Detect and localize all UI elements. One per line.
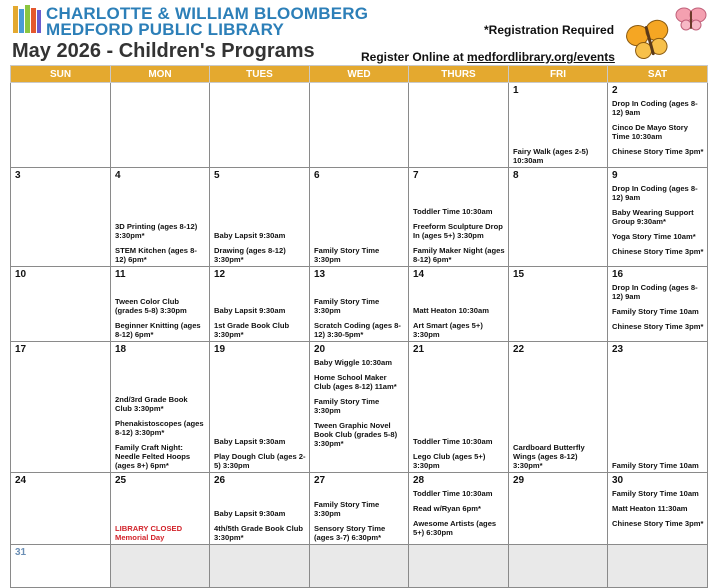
calendar-day-cell <box>509 168 608 267</box>
calendar-day-cell <box>608 342 708 473</box>
day-events <box>513 443 604 470</box>
calendar-day-cell <box>509 83 608 168</box>
day-events <box>513 147 604 165</box>
day-events <box>314 297 405 339</box>
day-events <box>214 509 306 542</box>
calendar-day-cell <box>409 473 509 545</box>
day-number: 23 <box>612 344 624 355</box>
program-event: Art Smart (ages 5+) 3:30pm <box>413 321 483 339</box>
program-event: Freeform Sculpture Drop In (ages 5+) 3:30pm <box>413 222 503 240</box>
program-event: Fairy Walk (ages 2-5) 10:30am <box>513 147 589 165</box>
calendar-week-row <box>11 267 708 342</box>
register-online-prefix: Register Online at <box>361 50 464 64</box>
calendar-day-cell <box>509 267 608 342</box>
day-events <box>612 489 704 528</box>
day-events <box>115 524 206 542</box>
program-event: Family Story Time 3:30pm <box>314 246 380 264</box>
calendar-day-cell <box>11 168 111 267</box>
program-event: STEM Kitchen (ages 8-12) 6pm* <box>115 246 197 264</box>
day-number: 26 <box>214 475 226 486</box>
day-events <box>413 306 505 339</box>
day-number: 4 <box>115 170 121 181</box>
calendar-day-cell <box>608 267 708 342</box>
program-event: Matt Heaton 11:30am <box>612 504 688 513</box>
program-event: 3D Printing (ages 8-12) 3:30pm* <box>115 222 198 240</box>
day-events <box>115 395 206 470</box>
calendar-week-row <box>11 473 708 545</box>
program-event: Baby Lapsit 9:30am <box>214 509 286 518</box>
library-closed-notice: LIBRARY CLOSED Memorial Day <box>115 524 183 542</box>
program-event: Sensory Story Time (ages 3-7) 6:30pm* <box>314 524 386 542</box>
day-number: 16 <box>612 269 624 280</box>
program-event: Yoga Story Time 10am* <box>612 232 696 241</box>
day-number: 22 <box>513 344 525 355</box>
weekday-header: WED <box>310 66 409 83</box>
calendar-empty-cell <box>409 83 509 168</box>
program-event: Family Story Time 3:30pm <box>314 297 380 315</box>
program-event: Home School Maker Club (ages 8-12) 11am* <box>314 373 397 391</box>
program-event: Drop In Coding (ages 8-12) 9am <box>612 283 698 301</box>
program-event: Family Story Time 3:30pm <box>314 397 380 415</box>
calendar-day-cell <box>509 342 608 473</box>
program-event: Tween Color Club (grades 5-8) 3:30pm <box>115 297 187 315</box>
program-event: Play Dough Club (ages 2-5) 3:30pm <box>214 452 306 470</box>
program-event: Toddler Time 10:30am <box>413 489 493 498</box>
calendar-day-cell <box>409 168 509 267</box>
program-event: Drop In Coding (ages 8-12) 9am <box>612 99 698 117</box>
program-event: 2nd/3rd Grade Book Club 3:30pm* <box>115 395 188 413</box>
program-event: Cardboard Butterfly Wings (ages 8-12) 3:30pm* <box>513 443 585 470</box>
weekday-header: TUES <box>210 66 310 83</box>
program-event: Matt Heaton 10:30am <box>413 306 489 315</box>
program-event: Drawing (ages 8-12) 3:30pm* <box>214 246 286 264</box>
calendar-day-cell <box>310 473 409 545</box>
calendar-empty-cell <box>608 545 708 588</box>
program-event: Family Story Time 3:30pm <box>314 500 380 518</box>
program-event: Chinese Story Time 3pm* <box>612 147 704 156</box>
program-event: Chinese Story Time 3pm* <box>612 519 704 528</box>
calendar-week-row <box>11 342 708 473</box>
program-event: Family Story Time 10am <box>612 489 699 498</box>
program-event: Chinese Story Time 3pm* <box>612 247 704 256</box>
day-number: 15 <box>513 269 525 280</box>
day-number: 21 <box>413 344 425 355</box>
day-number: 27 <box>314 475 326 486</box>
day-events <box>214 437 306 470</box>
program-event: Read w/Ryan 6pm* <box>413 504 481 513</box>
calendar-day-cell <box>608 83 708 168</box>
calendar-empty-cell <box>111 83 210 168</box>
calendar-day-cell <box>11 267 111 342</box>
program-event: Family Craft Night: Needle Felted Hoops (ages 8+) 6pm* <box>115 443 191 470</box>
day-events <box>314 358 405 448</box>
library-name-line1: CHARLOTTE & WILLIAM BLOOMBERG <box>46 4 369 23</box>
program-event: Family Maker Night (ages 8-12) 6pm* <box>413 246 505 264</box>
program-event: Baby Lapsit 9:30am <box>214 437 286 446</box>
calendar-empty-cell <box>310 83 409 168</box>
calendar-empty-cell <box>210 545 310 588</box>
calendar-grid <box>10 65 708 588</box>
calendar-day-cell <box>210 473 310 545</box>
day-number: 30 <box>612 475 624 486</box>
calendar-day-cell <box>210 168 310 267</box>
program-event: Toddler Time 10:30am <box>413 437 493 446</box>
register-online-note <box>361 50 615 64</box>
calendar-day-cell <box>111 267 210 342</box>
weekday-header-row <box>11 66 708 83</box>
program-event: 4th/5th Grade Book Club 3:30pm* <box>214 524 304 542</box>
day-number: 31 <box>15 547 27 558</box>
calendar-day-cell <box>111 473 210 545</box>
butterflies-icon <box>624 4 710 62</box>
calendar-empty-cell <box>310 545 409 588</box>
day-number: 1 <box>513 85 519 96</box>
program-event: Family Story Time 10am <box>612 461 699 470</box>
program-event: Beginner Knitting (ages 8-12) 6pm* <box>115 321 201 339</box>
registration-required-note: *Registration Required <box>484 23 615 37</box>
calendar-empty-cell <box>409 545 509 588</box>
day-number: 8 <box>513 170 519 181</box>
weekday-header: MON <box>111 66 210 83</box>
day-events <box>612 283 704 331</box>
day-number: 20 <box>314 344 326 355</box>
program-event: 1st Grade Book Club 3:30pm* <box>214 321 290 339</box>
weekday-header: SAT <box>608 66 708 83</box>
day-number: 10 <box>15 269 27 280</box>
day-events <box>413 207 505 264</box>
calendar-empty-cell <box>509 545 608 588</box>
day-number: 29 <box>513 475 525 486</box>
calendar-day-cell <box>210 342 310 473</box>
library-name-line2: MEDFORD PUBLIC LIBRARY <box>46 20 284 39</box>
program-event: Awesome Artists (ages 5+) 6:30pm <box>413 519 497 537</box>
day-number: 25 <box>115 475 127 486</box>
day-events <box>115 222 206 264</box>
day-number: 28 <box>413 475 425 486</box>
day-events <box>612 184 704 256</box>
program-event: Drop In Coding (ages 8-12) 9am <box>612 184 698 202</box>
calendar-day-cell <box>11 342 111 473</box>
calendar-day-cell <box>310 342 409 473</box>
day-events <box>413 437 505 470</box>
calendar-empty-cell <box>210 83 310 168</box>
calendar-day-cell <box>111 342 210 473</box>
library-logo-books-icon <box>12 4 42 34</box>
calendar-day-cell <box>409 342 509 473</box>
day-number: 3 <box>15 170 21 181</box>
page-title: May 2026 - Children's Programs <box>12 40 315 62</box>
register-online-link[interactable]: medfordlibrary.org/events <box>467 50 615 64</box>
day-events <box>413 489 505 537</box>
day-number: 5 <box>214 170 220 181</box>
calendar-empty-cell <box>111 545 210 588</box>
calendar-day-cell <box>11 545 111 588</box>
day-events <box>314 500 405 542</box>
calendar-day-cell <box>509 473 608 545</box>
day-number: 13 <box>314 269 326 280</box>
program-event: Baby Wiggle 10:30am <box>314 358 393 367</box>
day-number: 9 <box>612 170 618 181</box>
day-events <box>612 99 704 156</box>
program-event: Baby Wearing Support Group 9:30am* <box>612 208 694 226</box>
calendar-day-cell <box>111 168 210 267</box>
program-event: Chinese Story Time 3pm* <box>612 322 704 331</box>
calendar-empty-cell <box>11 83 111 168</box>
day-number: 7 <box>413 170 419 181</box>
program-event: Cinco De Mayo Story Time 10:30am <box>612 123 688 141</box>
day-events <box>214 306 306 339</box>
weekday-header: FRI <box>509 66 608 83</box>
program-event: Phenakistoscopes (ages 8-12) 3:30pm* <box>115 419 204 437</box>
program-event: Baby Lapsit 9:30am <box>214 231 286 240</box>
weekday-header: SUN <box>11 66 111 83</box>
calendar-day-cell <box>11 473 111 545</box>
calendar-day-cell <box>608 473 708 545</box>
program-event: Scratch Coding (ages 8-12) 3:30-5pm* <box>314 321 401 339</box>
calendar-week-row <box>11 545 708 588</box>
program-event: Baby Lapsit 9:30am <box>214 306 286 315</box>
weekday-header: THURS <box>409 66 509 83</box>
calendar-day-cell <box>409 267 509 342</box>
day-number: 17 <box>15 344 27 355</box>
program-event: Tween Graphic Novel Book Club (grades 5-8) 3:30pm* <box>314 421 398 448</box>
day-number: 11 <box>115 269 126 280</box>
calendar-day-cell <box>608 168 708 267</box>
day-number: 19 <box>214 344 226 355</box>
day-number: 14 <box>413 269 425 280</box>
day-events <box>612 461 704 470</box>
day-number: 2 <box>612 85 618 96</box>
day-events <box>115 297 206 339</box>
calendar-week-row <box>11 83 708 168</box>
day-events <box>314 246 405 264</box>
calendar-week-row <box>11 168 708 267</box>
calendar-day-cell <box>310 168 409 267</box>
program-event: Family Story Time 10am <box>612 307 699 316</box>
day-number: 6 <box>314 170 320 181</box>
calendar-day-cell <box>310 267 409 342</box>
program-event: Lego Club (ages 5+) 3:30pm <box>413 452 486 470</box>
day-events <box>214 231 306 264</box>
program-event: Toddler Time 10:30am <box>413 207 493 216</box>
day-number: 18 <box>115 344 127 355</box>
day-number: 24 <box>15 475 27 486</box>
day-number: 12 <box>214 269 226 280</box>
calendar-day-cell <box>210 267 310 342</box>
